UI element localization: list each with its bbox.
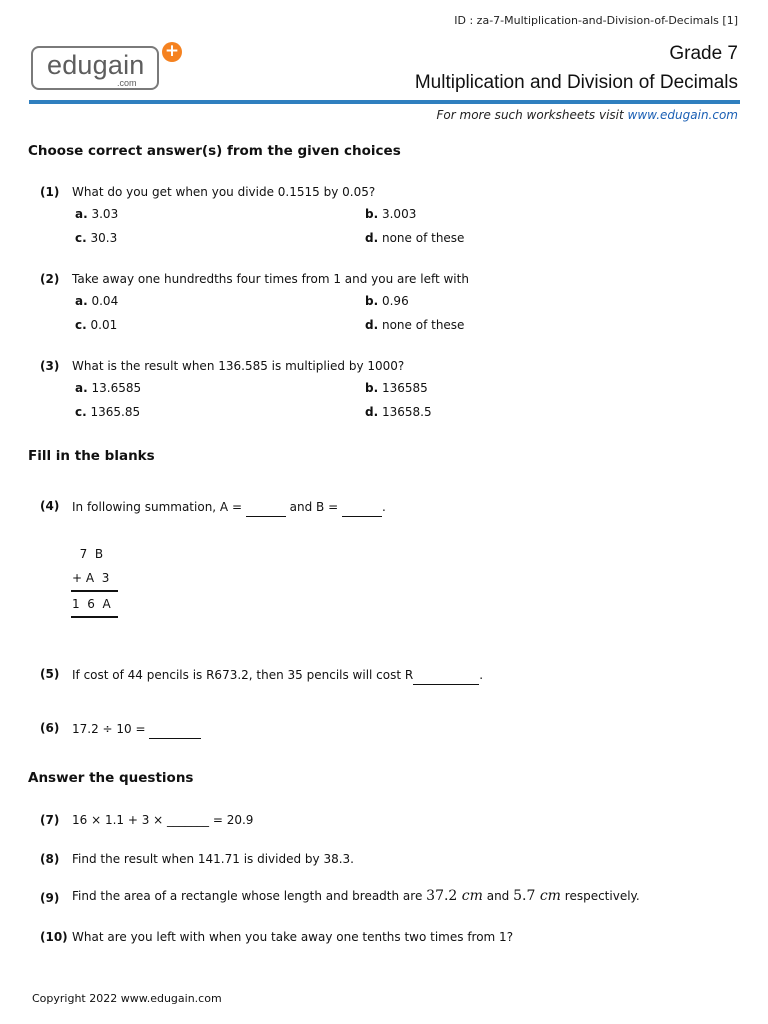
option-b[interactable]: b. 3.003 [365, 207, 417, 221]
summation-row-2: + A 3 [72, 571, 110, 585]
option-d[interactable]: d. none of these [365, 231, 465, 245]
option-b[interactable]: b. 0.96 [365, 294, 409, 308]
answer-blank-b[interactable] [342, 494, 382, 517]
copyright-footer: Copyright 2022 www.edugain.com [32, 992, 222, 1005]
answer-blank-a[interactable] [246, 494, 286, 517]
grade-label: Grade 7 [669, 43, 738, 64]
option-b[interactable]: b. 136585 [365, 381, 428, 395]
question-number: (3) [40, 359, 60, 373]
worksheet-topic: Multiplication and Division of Decimals [414, 72, 738, 93]
question-text: Find the result when 141.71 is divided by 38.3. [72, 852, 354, 866]
plus-icon: + [162, 42, 182, 62]
question-text: What are you left with when you take away one tenths two times from 1? [72, 930, 514, 944]
question-text: 16 × 1.1 + 3 × _______ = 20.9 [72, 813, 254, 827]
question-number: (9) [40, 891, 60, 905]
header-divider [29, 100, 740, 104]
question-text: If cost of 44 pencils is R673.2, then 35 pencils will cost R . [72, 662, 483, 682]
question-text: What is the result when 136.585 is multiplied by 1000? [72, 359, 405, 373]
question-text: What do you get when you divide 0.1515 by 0.05? [72, 185, 376, 199]
section-title-fill: Fill in the blanks [28, 448, 155, 464]
question-number: (10) [40, 930, 68, 944]
logo-wordmark: edugain [47, 50, 145, 80]
option-a[interactable]: a. 0.04 [75, 294, 119, 308]
summation-row-1: 7 B [72, 547, 104, 561]
option-a[interactable]: a. 13.6585 [75, 381, 142, 395]
question-number: (2) [40, 272, 60, 286]
option-c[interactable]: c. 1365.85 [75, 405, 141, 419]
question-text: Take away one hundredths four times from 1 and you are left with [72, 272, 469, 286]
answer-blank[interactable] [149, 716, 201, 739]
more-worksheets-note [437, 108, 738, 122]
breadth-value: 5.7 cm [513, 888, 561, 904]
question-number: (6) [40, 721, 60, 735]
more-worksheets-text: For more such worksheets visit [436, 108, 628, 122]
length-value: 37.2 cm [426, 888, 483, 904]
question-text: Find the area of a rectangle whose length and breadth are 37.2 cm and 5.7 cm respectively. [72, 888, 640, 904]
answer-blank[interactable] [413, 662, 479, 685]
option-c[interactable]: c. 0.01 [75, 318, 118, 332]
question-number: (1) [40, 185, 60, 199]
question-number: (8) [40, 852, 60, 866]
summation-result: 1 6 A [72, 597, 111, 611]
option-d[interactable]: d. 13658.5 [365, 405, 432, 419]
edugain-link[interactable]: www.edugain.com [627, 108, 738, 122]
section-title-answer: Answer the questions [28, 770, 194, 786]
summation-line [71, 590, 118, 592]
option-a[interactable]: a. 3.03 [75, 207, 119, 221]
question-text: In following summation, A = and B = . [72, 494, 386, 514]
option-c[interactable]: c. 30.3 [75, 231, 118, 245]
question-text: 17.2 ÷ 10 = [72, 716, 201, 736]
question-number: (7) [40, 813, 60, 827]
logo-domain: .com [117, 78, 137, 88]
summation-underline [71, 616, 118, 618]
option-d[interactable]: d. none of these [365, 318, 465, 332]
question-number: (5) [40, 667, 60, 681]
worksheet-id: ID : za-7-Multiplication-and-Division-of-Decimals [1] [454, 14, 738, 27]
section-title-mcq: Choose correct answer(s) from the given choices [28, 143, 401, 159]
question-number: (4) [40, 499, 60, 513]
